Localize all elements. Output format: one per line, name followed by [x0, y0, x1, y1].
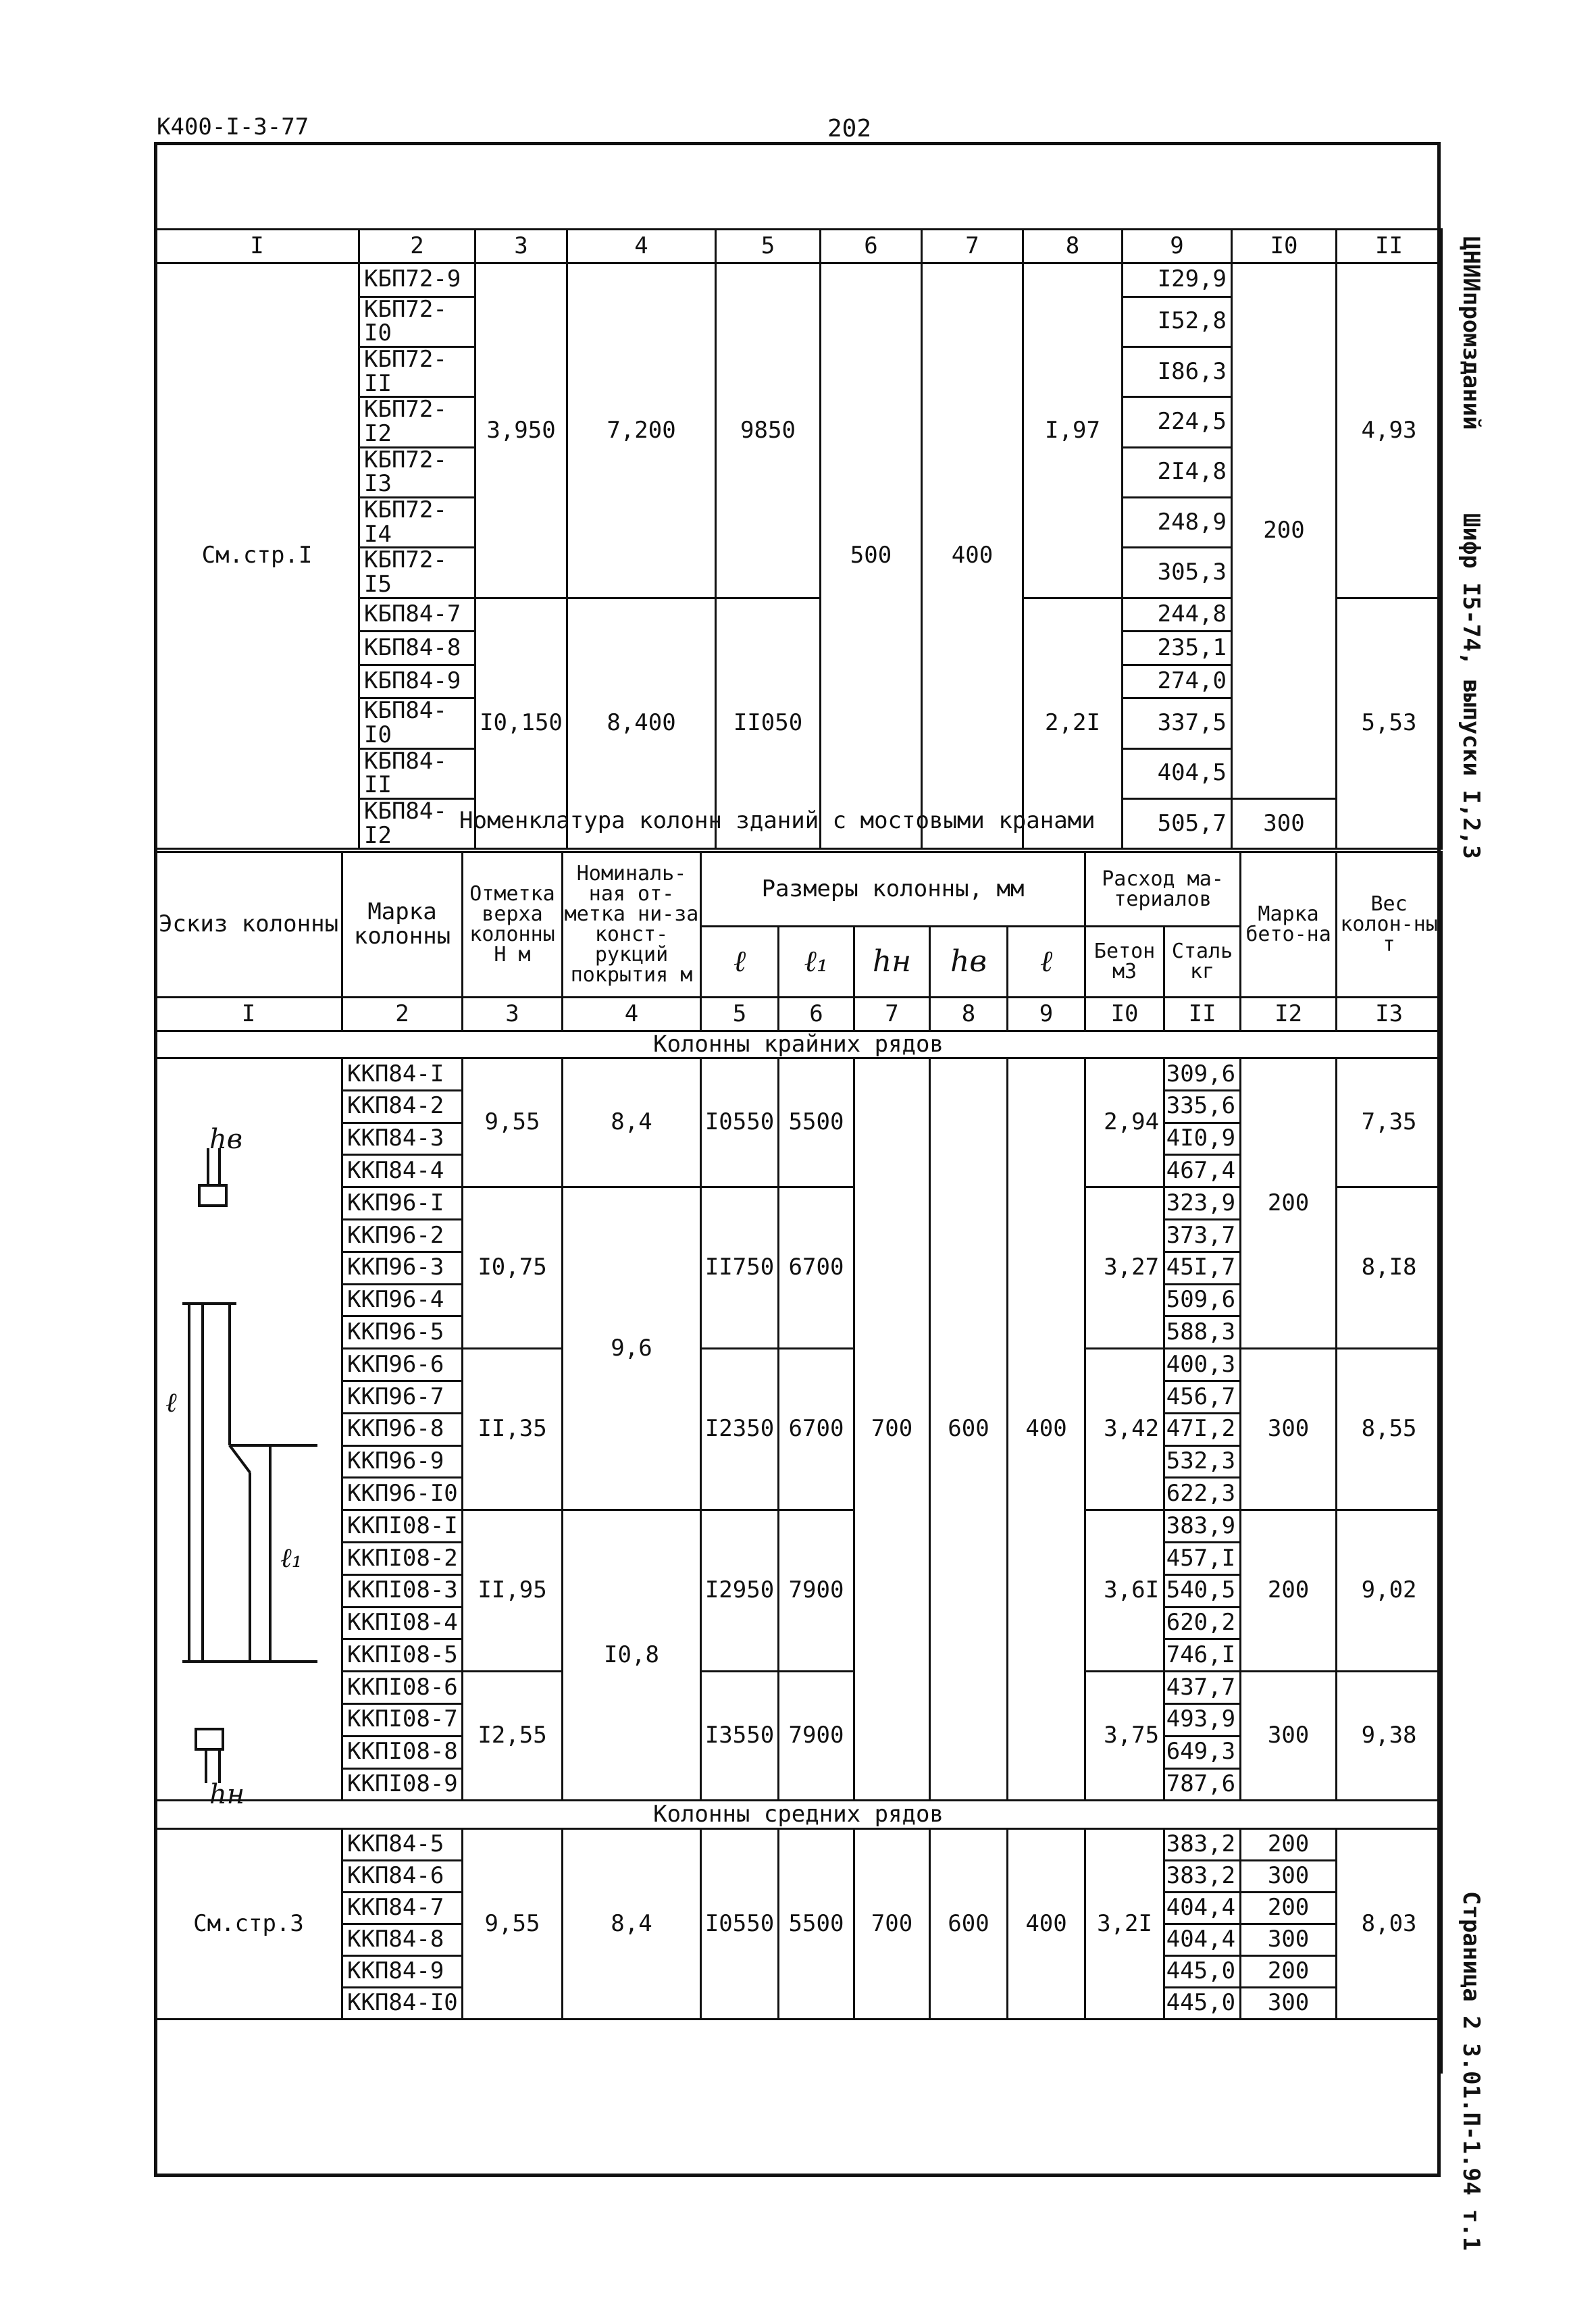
mark-cell: КБП84-II: [359, 748, 475, 798]
column-number: 6: [779, 998, 854, 1031]
steel-cell: 373,7: [1164, 1219, 1241, 1252]
column-number: 9: [1008, 998, 1085, 1031]
steel-cell: 235,1: [1123, 632, 1232, 665]
hv-cell: 600: [930, 1058, 1008, 1801]
column-number: 9: [1123, 230, 1232, 263]
length1-cell: 6700: [779, 1187, 854, 1349]
column-number: 3: [475, 230, 567, 263]
mark-cell: ККПI08-8: [342, 1736, 463, 1768]
grade-cell: 300: [1232, 799, 1337, 849]
length1-cell: 7900: [779, 1510, 854, 1672]
grade-cell: 200: [1241, 1893, 1337, 1924]
steel-cell: 746,I: [1164, 1639, 1241, 1672]
steel-cell: 4I0,9: [1164, 1123, 1241, 1155]
steel-cell: 2I4,8: [1123, 447, 1232, 497]
side-org: ЦНИИпромзданий: [1458, 236, 1485, 430]
weight-cell: 4,93: [1337, 263, 1442, 598]
mark-cell: КБП84-9: [359, 665, 475, 698]
mark-cell: КБП84-I0: [359, 698, 475, 748]
column-number: 2: [359, 230, 475, 263]
mark-cell: ККПI08-6: [342, 1672, 463, 1704]
table-continuation: [154, 228, 1443, 850]
table-row: [155, 852, 1442, 927]
mark-cell: ККП96-5: [342, 1316, 463, 1349]
steel-cell: 383,2: [1164, 1829, 1241, 1861]
document-code: К400-I-3-77: [157, 113, 309, 140]
steel-cell: 445,0: [1164, 1988, 1241, 2020]
header-weight: Вес колон-ны т: [1337, 852, 1442, 998]
length-cell: I2350: [701, 1349, 779, 1510]
nominal-cell: 8,400: [567, 598, 716, 849]
table-row: [155, 1672, 1442, 1704]
mark-cell: ККПI08-7: [342, 1703, 463, 1736]
grade-cell: 300: [1241, 1861, 1337, 1893]
height-cell: 9,55: [463, 1829, 563, 2020]
steel-cell: 337,5: [1123, 698, 1232, 748]
length1-cell: 5500: [779, 1829, 854, 2020]
svg-text:hв: hв: [209, 1124, 243, 1155]
nominal-cell: 7,200: [567, 263, 716, 598]
mark-cell: ККП84-2: [342, 1090, 463, 1123]
header-sketch: Эскиз колонны: [155, 852, 342, 998]
concrete-cell: 3,75: [1085, 1672, 1164, 1801]
height-cell: I0,75: [463, 1187, 563, 1349]
header-dim: hв: [930, 927, 1008, 998]
mark-cell: ККПI08-3: [342, 1574, 463, 1607]
steel-cell: 787,6: [1164, 1768, 1241, 1801]
mark-cell: ККП96-2: [342, 1219, 463, 1252]
steel-cell: 540,5: [1164, 1574, 1241, 1607]
table-title: Номенклатура колонн зданий с мостовыми кранами: [459, 807, 1096, 834]
size-cell: 400: [922, 263, 1023, 849]
column-number: 4: [563, 998, 701, 1031]
mark-cell: ККП84-6: [342, 1861, 463, 1893]
steel-cell: 649,3: [1164, 1736, 1241, 1768]
steel-cell: 622,3: [1164, 1478, 1241, 1510]
mark-cell: КБП84-7: [359, 598, 475, 632]
steel-cell: 620,2: [1164, 1607, 1241, 1639]
weight-cell: 9,02: [1337, 1510, 1442, 1672]
steel-cell: 323,9: [1164, 1187, 1241, 1220]
steel-cell: 248,9: [1123, 498, 1232, 548]
weight-cell: 9,38: [1337, 1672, 1442, 1801]
mark-cell: ККП96-4: [342, 1284, 463, 1316]
steel-cell: 383,9: [1164, 1510, 1241, 1543]
steel-cell: 224,5: [1123, 397, 1232, 447]
grade-cell: 200: [1241, 1829, 1337, 1861]
header-mark: Марка колонны: [342, 852, 463, 998]
concrete-cell: 2,94: [1085, 1058, 1164, 1187]
mark-cell: КБП72-9: [359, 263, 475, 297]
mark-cell: КБП72-I3: [359, 447, 475, 497]
mark-cell: ККП96-6: [342, 1349, 463, 1381]
page-number: 202: [827, 115, 872, 143]
nominal-cell: I0,8: [563, 1510, 701, 1801]
size-cell: 500: [821, 263, 922, 849]
length-cell: I0550: [701, 1058, 779, 1187]
mark-cell: КБП72-I2: [359, 397, 475, 447]
steel-cell: 457,I: [1164, 1542, 1241, 1574]
column-number: I0: [1085, 998, 1164, 1031]
steel-cell: I52,8: [1123, 297, 1232, 346]
header-materials: Расход ма-териалов: [1085, 852, 1241, 927]
mark-cell: ККПI08-9: [342, 1768, 463, 1801]
mark-cell: ККПI08-4: [342, 1607, 463, 1639]
steel-cell: 45I,7: [1164, 1252, 1241, 1284]
weight-cell: 7,35: [1337, 1058, 1442, 1187]
column-number: 5: [716, 230, 821, 263]
steel-cell: 309,6: [1164, 1058, 1241, 1091]
length1-cell: 5500: [779, 1058, 854, 1187]
length-cell: II050: [716, 598, 821, 849]
mark-cell: КБП84-I2: [359, 799, 475, 849]
mark-cell: ККП96-3: [342, 1252, 463, 1284]
header-concrete: Бетон м3: [1085, 927, 1164, 998]
length1-cell: 6700: [779, 1349, 854, 1510]
column-number: II: [1337, 230, 1442, 263]
mark-cell: КБП72-II: [359, 346, 475, 396]
table-row: [155, 2020, 1442, 2074]
mark-cell: КБП72-I5: [359, 548, 475, 598]
weight-cell: 8,I8: [1337, 1187, 1442, 1349]
column-number: I: [155, 230, 359, 263]
steel-cell: 445,0: [1164, 1956, 1241, 1988]
steel-cell: 505,7: [1123, 799, 1232, 849]
side-page: Страница 2 3.01.П-1.94 т.1: [1458, 1891, 1485, 2251]
steel-cell: 456,7: [1164, 1381, 1241, 1413]
height-cell: 9,55: [463, 1058, 563, 1187]
length-cell: II750: [701, 1187, 779, 1349]
steel-cell: 305,3: [1123, 548, 1232, 598]
length-cell: 9850: [716, 263, 821, 598]
grade-cell: 300: [1241, 1672, 1337, 1801]
header-dim: hн: [854, 927, 930, 998]
column-number: 2: [342, 998, 463, 1031]
empty-row: [155, 2020, 1442, 2074]
header-dim: ℓ: [1008, 927, 1085, 998]
concrete-cell: 3,2I: [1085, 1829, 1164, 2020]
table-row: [155, 1801, 1442, 1829]
columns-table: [154, 851, 1443, 2074]
concrete-cell: 3,27: [1085, 1187, 1164, 1349]
length1-cell: 7900: [779, 1672, 854, 1801]
column-number: 8: [930, 998, 1008, 1031]
section-middle-rows: Колонны средних рядов: [155, 1801, 1442, 1829]
nominal-cell: 8,4: [563, 1058, 701, 1187]
mark-cell: ККП96-7: [342, 1381, 463, 1413]
grade-cell: 200: [1241, 1058, 1337, 1349]
column-number: I: [155, 998, 342, 1031]
steel-cell: 437,7: [1164, 1672, 1241, 1704]
mark-cell: ККП84-I0: [342, 1988, 463, 2020]
height-cell: 3,950: [475, 263, 567, 598]
mark-cell: КБП72-I4: [359, 498, 475, 548]
section-outer-rows: Колонны крайних рядов: [155, 1031, 1442, 1058]
header-dim: ℓ: [701, 927, 779, 998]
steel-cell: 383,2: [1164, 1861, 1241, 1893]
length-cell: I3550: [701, 1672, 779, 1801]
steel-cell: 467,4: [1164, 1155, 1241, 1187]
steel-cell: 404,4: [1164, 1893, 1241, 1924]
steel-cell: I29,9: [1123, 263, 1232, 297]
column-number: 7: [854, 998, 930, 1031]
steel-cell: I86,3: [1123, 346, 1232, 396]
header-dim: ℓ₁: [779, 927, 854, 998]
grade-cell: 300: [1241, 1349, 1337, 1510]
grade-cell: 200: [1241, 1956, 1337, 1988]
weight-cell: 8,55: [1337, 1349, 1442, 1510]
mark-cell: ККП84-7: [342, 1893, 463, 1924]
height-cell: II,95: [463, 1510, 563, 1672]
steel-cell: 509,6: [1164, 1284, 1241, 1316]
mark-cell: ККП96-9: [342, 1445, 463, 1478]
header-steel: Сталь кг: [1164, 927, 1241, 998]
length-cell: I2950: [701, 1510, 779, 1672]
column-number: 4: [567, 230, 716, 263]
steel-cell: 400,3: [1164, 1349, 1241, 1381]
height-cell: II,35: [463, 1349, 563, 1510]
mark-cell: КБП72-I0: [359, 297, 475, 346]
mark-cell: ККП84-8: [342, 1924, 463, 1956]
svg-text:ℓ₁: ℓ₁: [280, 1543, 303, 1574]
height-cell: I2,55: [463, 1672, 563, 1801]
hv-cell: 600: [930, 1829, 1008, 2020]
steel-cell: 588,3: [1164, 1316, 1241, 1349]
mark-cell: ККПI08-5: [342, 1639, 463, 1672]
nominal-cell: 8,4: [563, 1829, 701, 2020]
weight-cell: 5,53: [1337, 598, 1442, 849]
steel-cell: 244,8: [1123, 598, 1232, 632]
header-nominal: Номиналь-ная от-метка ни-за конст-рукций покрытия м: [563, 852, 701, 998]
mark-cell: ККП84-3: [342, 1123, 463, 1155]
table-row: [155, 1829, 1442, 1861]
column-number: II: [1164, 998, 1241, 1031]
length-cell: I0550: [701, 1829, 779, 2020]
column-number: I0: [1232, 230, 1337, 263]
header-sizes: Размеры колонны, мм: [701, 852, 1085, 927]
steel-cell: 47I,2: [1164, 1413, 1241, 1445]
frame-bottom: [154, 2174, 1441, 2177]
steel-cell: 404,5: [1123, 748, 1232, 798]
concrete-cell: 3,42: [1085, 1349, 1164, 1510]
height-cell: I0,150: [475, 598, 567, 849]
column-number: 7: [922, 230, 1023, 263]
mark-cell: ККПI08-I: [342, 1510, 463, 1543]
steel-cell: 404,4: [1164, 1924, 1241, 1956]
concrete-cell: I,97: [1023, 263, 1123, 598]
mark-cell: ККП84-4: [342, 1155, 463, 1187]
mark-cell: ККП84-5: [342, 1829, 463, 1861]
sketch-reference: См.стр.3: [155, 1829, 342, 2020]
column-number: 3: [463, 998, 563, 1031]
table-row: [155, 1349, 1442, 1381]
table-row: [155, 230, 1442, 263]
column-number: I2: [1241, 998, 1337, 1031]
grade-cell: 300: [1241, 1924, 1337, 1956]
column-number: 5: [701, 998, 779, 1031]
mark-cell: ККП96-8: [342, 1413, 463, 1445]
sketch-reference: См.стр.I: [155, 263, 359, 849]
steel-cell: 274,0: [1123, 665, 1232, 698]
steel-cell: 493,9: [1164, 1703, 1241, 1736]
hn-cell: 700: [854, 1058, 930, 1801]
mark-cell: ККПI08-2: [342, 1542, 463, 1574]
mark-cell: ККП84-9: [342, 1956, 463, 1988]
svg-text:hн: hн: [209, 1779, 245, 1810]
grade-cell: 200: [1232, 263, 1337, 799]
concrete-cell: 3,6I: [1085, 1510, 1164, 1672]
table-row: [155, 263, 1442, 297]
svg-text:ℓ: ℓ: [165, 1387, 177, 1418]
steel-cell: 532,3: [1164, 1445, 1241, 1478]
mark-cell: ККП96-I: [342, 1187, 463, 1220]
side-cipher: Шифр I5-74, выпуски I,2,3: [1458, 513, 1485, 859]
weight-cell: 8,03: [1337, 1829, 1442, 2020]
mark-cell: ККП96-I0: [342, 1478, 463, 1510]
mark-cell: ККП84-I: [342, 1058, 463, 1091]
grade-cell: 300: [1241, 1988, 1337, 2020]
column-number: 8: [1023, 230, 1123, 263]
b-cell: 400: [1008, 1829, 1085, 2020]
header-top: Отметка верха колонны Н м: [463, 852, 563, 998]
table-row: [155, 1510, 1442, 1543]
header-grade: Марка бето-на: [1241, 852, 1337, 998]
hn-cell: 700: [854, 1829, 930, 2020]
steel-cell: 335,6: [1164, 1090, 1241, 1123]
b-cell: 400: [1008, 1058, 1085, 1801]
nominal-cell: 9,6: [563, 1187, 701, 1510]
concrete-cell: 2,2I: [1023, 598, 1123, 849]
column-sketch: [162, 1108, 338, 1810]
mark-cell: КБП84-8: [359, 632, 475, 665]
table-row: [155, 1058, 1442, 1091]
table-row: [155, 998, 1442, 1031]
column-number: I3: [1337, 998, 1442, 1031]
table-row: [155, 1031, 1442, 1058]
column-number: 6: [821, 230, 922, 263]
grade-cell: 200: [1241, 1510, 1337, 1672]
